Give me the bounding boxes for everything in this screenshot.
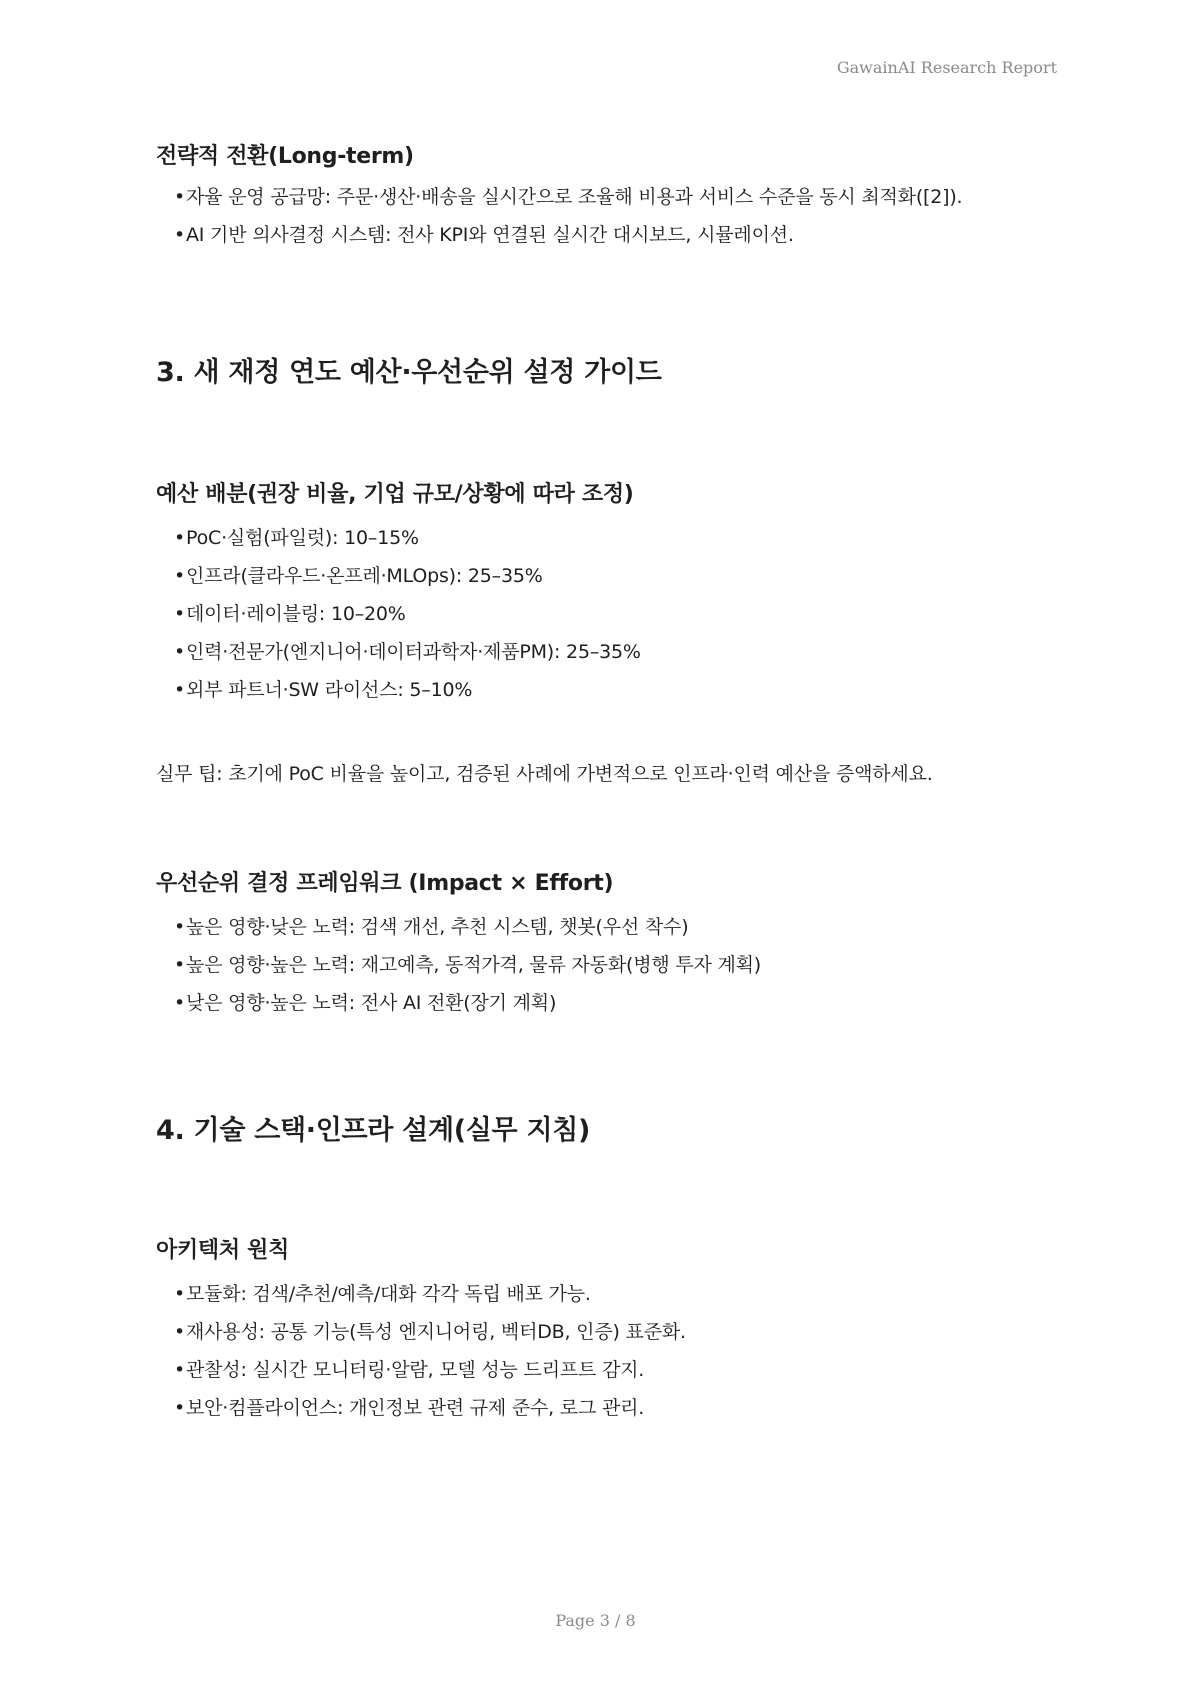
list-item: [174, 1395, 686, 1433]
list-item-text: 관찰성: 실시간 모니터링·알람, 모델 성능 드리프트 감지.: [186, 1359, 645, 1381]
list-item: [174, 1357, 686, 1395]
list-item: [174, 952, 761, 990]
list-item-text: 데이터·레이블링: 10–20%: [186, 603, 406, 625]
list-item-text: 자율 운영 공급망: 주문·생산·배송을 실시간으로 조율해 비용과 서비스 수준을 동시 최적화([2]).: [186, 186, 963, 208]
list-item: [174, 1281, 686, 1319]
priority-list: [174, 914, 761, 1028]
longterm-list: [174, 184, 962, 260]
list-item-text: 인프라(클라우드·온프레·MLOps): 25–35%: [186, 565, 543, 587]
bullet-icon: •: [174, 916, 186, 938]
list-item-text: 보안·컴플라이언스: 개인정보 관련 규제 준수, 로그 관리.: [186, 1397, 645, 1419]
list-item-text: 외부 파트너·SW 라이선스: 5–10%: [186, 679, 473, 701]
longterm-heading: 전략적 전환(Long-term): [156, 144, 414, 169]
list-item: [174, 525, 641, 563]
budget-heading: 예산 배분(권장 비율, 기업 규모/상황에 따라 조정): [156, 482, 634, 507]
bullet-icon: •: [174, 1321, 186, 1343]
list-item: [174, 914, 761, 952]
list-item: [174, 184, 962, 222]
list-item-text: 높은 영향·낮은 노력: 검색 개선, 추천 시스템, 챗봇(우선 착수): [186, 916, 689, 938]
list-item-text: 재사용성: 공통 기능(특성 엔지니어링, 벡터DB, 인증) 표준화.: [186, 1321, 686, 1343]
bullet-icon: •: [174, 1283, 186, 1305]
report-title: GawainAI Research Report: [836, 58, 1057, 77]
bullet-icon: •: [174, 641, 186, 663]
bullet-icon: •: [174, 565, 186, 587]
tip-paragraph: 실무 팁: 초기에 PoC 비율을 높이고, 검증된 사례에 가변적으로 인프라·인력 예산을 증액하세요.: [156, 763, 933, 785]
bullet-icon: •: [174, 186, 186, 208]
architecture-heading: 아키텍처 원칙: [156, 1238, 290, 1263]
bullet-icon: •: [174, 679, 186, 701]
page-number: Page 3 / 8: [555, 1611, 636, 1630]
list-item: [174, 1319, 686, 1357]
bullet-icon: •: [174, 992, 186, 1014]
bullet-icon: •: [174, 1397, 186, 1419]
bullet-icon: •: [174, 603, 186, 625]
section3-heading: 3. 새 재정 연도 예산·우선순위 설정 가이드: [156, 357, 662, 388]
list-item: [174, 990, 761, 1028]
section4-heading: 4. 기술 스택·인프라 설계(실무 지침): [156, 1115, 591, 1146]
list-item: [174, 677, 641, 715]
list-item-text: 높은 영향·높은 노력: 재고예측, 동적가격, 물류 자동화(병행 투자 계획): [186, 954, 762, 976]
list-item-text: AI 기반 의사결정 시스템: 전사 KPI와 연결된 실시간 대시보드, 시뮬레이션.: [186, 224, 794, 246]
budget-list: [174, 525, 641, 715]
list-item-text: 모듈화: 검색/추천/예측/대화 각각 독립 배포 가능.: [186, 1283, 591, 1305]
list-item: [174, 601, 641, 639]
bullet-icon: •: [174, 224, 186, 246]
list-item-text: 인력·전문가(엔지니어·데이터과학자·제품PM): 25–35%: [186, 641, 641, 663]
list-item: [174, 639, 641, 677]
bullet-icon: •: [174, 1359, 186, 1381]
bullet-icon: •: [174, 954, 186, 976]
list-item-text: PoC·실험(파일럿): 10–15%: [186, 527, 419, 549]
priority-heading: 우선순위 결정 프레임워크 (Impact × Effort): [156, 871, 614, 896]
list-item: [174, 563, 641, 601]
list-item: [174, 222, 962, 260]
list-item-text: 낮은 영향·높은 노력: 전사 AI 전환(장기 계획): [186, 992, 557, 1014]
bullet-icon: •: [174, 527, 186, 549]
architecture-list: [174, 1281, 686, 1433]
